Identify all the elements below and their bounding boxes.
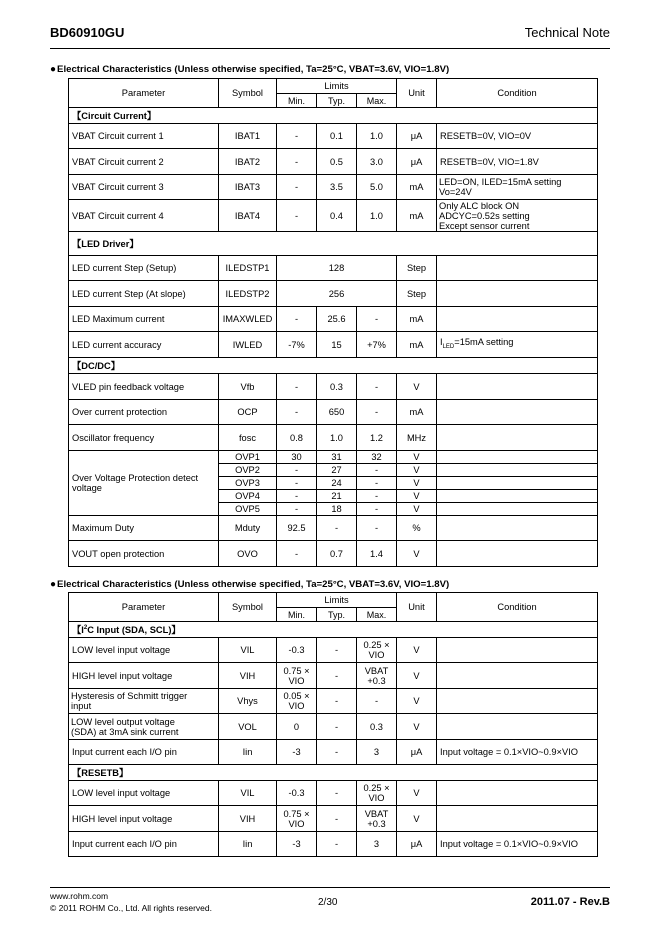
- col-header-typ: Typ.: [317, 608, 357, 622]
- typ-cell: 1.0: [317, 425, 357, 451]
- unit-cell: V: [397, 490, 437, 503]
- table-row: [69, 714, 598, 740]
- table-row-ovp: [69, 451, 598, 464]
- typ-cell: 21: [317, 490, 357, 503]
- condition-line: LED=ON, ILED=15mA setting: [439, 177, 562, 187]
- group-label: 【RESETB】: [69, 765, 598, 781]
- table-row: [69, 689, 598, 714]
- table-row: [69, 516, 598, 541]
- typ-cell: 18: [317, 503, 357, 516]
- max-cell: -: [357, 400, 397, 425]
- condition-subscript: LED: [442, 343, 455, 350]
- condition-line: Only ALC block ON: [439, 200, 520, 211]
- typ-cell: 3.5: [317, 175, 357, 200]
- unit-cell: MHz: [397, 425, 437, 451]
- value-line: VIO: [368, 650, 385, 660]
- col-header-min: Min.: [277, 94, 317, 108]
- page-number: 2/30: [318, 897, 338, 908]
- max-cell: +7%: [357, 332, 397, 358]
- table-row: [69, 124, 598, 149]
- max-cell: 3: [357, 740, 397, 765]
- symbol-cell: VIH: [219, 806, 277, 832]
- symbol-cell: IWLED: [219, 332, 277, 358]
- param-cell: LED Maximum current: [69, 307, 219, 332]
- max-cell: -: [357, 464, 397, 477]
- condition-cell: [437, 374, 598, 400]
- max-cell: 1.4: [357, 541, 397, 567]
- col-header-min: Min.: [277, 608, 317, 622]
- condition-cell: [437, 175, 598, 200]
- group-label: [69, 622, 598, 638]
- typ-cell: -: [317, 781, 357, 806]
- col-header-symbol: Symbol: [219, 593, 277, 622]
- symbol-cell: fosc: [219, 425, 277, 451]
- unit-cell: Step: [397, 256, 437, 281]
- condition-cell: [437, 477, 598, 490]
- footer-copyright: © 2011 ROHM Co., Ltd. All rights reserved.: [50, 903, 213, 913]
- symbol-cell: Iin: [219, 740, 277, 765]
- value-line: VBAT: [364, 665, 389, 676]
- condition-cell: [437, 307, 598, 332]
- max-cell: -: [357, 503, 397, 516]
- typ-cell: 31: [317, 451, 357, 464]
- value-line: +0.3: [367, 818, 386, 829]
- value-line: 0.05 ×: [283, 691, 310, 701]
- group-row-led-driver: [69, 232, 598, 256]
- param-cell: VBAT Circuit current 3: [69, 175, 219, 200]
- typ-cell: 0.1: [317, 124, 357, 149]
- min-cell: -: [277, 400, 317, 425]
- param-cell: [69, 689, 219, 714]
- electrical-characteristics-table-2: [68, 592, 598, 857]
- param-cell: Over Voltage Protection detect voltage: [69, 451, 219, 516]
- param-cell: VOUT open protection: [69, 541, 219, 567]
- min-cell: -0.3: [277, 781, 317, 806]
- min-cell: -: [277, 477, 317, 490]
- symbol-cell: IBAT4: [219, 200, 277, 232]
- param-cell: Maximum Duty: [69, 516, 219, 541]
- table-row: [69, 200, 598, 232]
- condition-cell: [437, 689, 598, 714]
- typ-cell: -: [317, 516, 357, 541]
- max-cell: -: [357, 516, 397, 541]
- param-cell: LED current accuracy: [69, 332, 219, 358]
- condition-text: =15mA setting: [454, 337, 514, 348]
- table-row: [69, 281, 598, 307]
- max-cell: -: [357, 374, 397, 400]
- symbol-cell: OVP3: [219, 477, 277, 490]
- condition-text: I: [440, 337, 443, 348]
- value-line: 0.25 ×: [363, 783, 390, 793]
- min-cell: [277, 806, 317, 832]
- col-header-limits: Limits: [277, 79, 397, 94]
- group-superscript: 2: [83, 625, 88, 632]
- condition-cell: [437, 332, 598, 358]
- max-cell: -: [357, 307, 397, 332]
- bullet-icon: ●: [50, 579, 57, 590]
- symbol-cell: IMAXWLED: [219, 307, 277, 332]
- max-cell: [357, 806, 397, 832]
- min-cell: -: [277, 541, 317, 567]
- min-cell: -: [277, 124, 317, 149]
- unit-cell: μA: [397, 149, 437, 175]
- table-row: [69, 425, 598, 451]
- electrical-characteristics-table-1: [68, 78, 598, 567]
- typ-cell: 27: [317, 464, 357, 477]
- group-row-dcdc: [69, 358, 598, 374]
- symbol-cell: ILEDSTP2: [219, 281, 277, 307]
- value-line: +0.3: [367, 675, 386, 686]
- max-cell: -: [357, 477, 397, 490]
- min-cell: -3: [277, 740, 317, 765]
- max-cell: 32: [357, 451, 397, 464]
- param-cell: HIGH level input voltage: [69, 806, 219, 832]
- col-header-parameter: Parameter: [69, 79, 219, 108]
- symbol-cell: OCP: [219, 400, 277, 425]
- typ-cell: 25.6: [317, 307, 357, 332]
- param-line: (SDA) at 3mA sink current: [71, 726, 179, 737]
- col-header-condition: Condition: [437, 593, 598, 622]
- unit-cell: μA: [397, 832, 437, 857]
- condition-line: ADCYC=0.52s setting: [439, 210, 530, 221]
- unit-cell: mA: [397, 175, 437, 200]
- param-line: LOW level output voltage: [71, 716, 175, 727]
- max-cell: 0.3: [357, 714, 397, 740]
- param-cell: Oscillator frequency: [69, 425, 219, 451]
- typ-cell: -: [317, 638, 357, 663]
- symbol-cell: Mduty: [219, 516, 277, 541]
- revision-label: 2011.07 - Rev.B: [530, 896, 610, 908]
- max-cell: -: [357, 490, 397, 503]
- value-line: VIO: [288, 818, 305, 829]
- value-line: VIO: [288, 675, 305, 686]
- max-cell: 1.0: [357, 200, 397, 232]
- condition-cell: [437, 806, 598, 832]
- symbol-cell: VIL: [219, 781, 277, 806]
- group-label: 【LED Driver】: [69, 232, 598, 256]
- min-cell: 92.5: [277, 516, 317, 541]
- header-row: [69, 593, 598, 608]
- typ-cell: 650: [317, 400, 357, 425]
- min-cell: -: [277, 503, 317, 516]
- min-cell: -: [277, 464, 317, 477]
- condition-cell: [437, 281, 598, 307]
- col-header-max: Max.: [357, 608, 397, 622]
- min-cell: -: [277, 149, 317, 175]
- col-header-limits: Limits: [277, 593, 397, 608]
- footer-rule: [50, 887, 610, 888]
- value-line: VBAT: [364, 808, 389, 819]
- max-cell: 3: [357, 832, 397, 857]
- document-type: Technical Note: [524, 25, 610, 40]
- value-line: 0.75 ×: [283, 808, 310, 819]
- min-cell: -0.3: [277, 638, 317, 663]
- condition-cell: [437, 663, 598, 689]
- condition-cell: [437, 200, 598, 232]
- max-cell: [357, 781, 397, 806]
- condition-cell: [437, 490, 598, 503]
- condition-line: Vo=24V: [439, 187, 472, 197]
- min-cell: -: [277, 307, 317, 332]
- max-cell: 1.0: [357, 124, 397, 149]
- group-text: C Input (SDA, SCL)】: [87, 625, 181, 636]
- table-row: [69, 740, 598, 765]
- param-cell: VBAT Circuit current 1: [69, 124, 219, 149]
- param-cell: Input current each I/O pin: [69, 832, 219, 857]
- unit-cell: V: [397, 638, 437, 663]
- param-line: Hysteresis of Schmitt trigger: [71, 691, 188, 701]
- min-cell: -3: [277, 832, 317, 857]
- symbol-cell: VOL: [219, 714, 277, 740]
- min-cell: 30: [277, 451, 317, 464]
- typ-cell: -: [317, 806, 357, 832]
- condition-line: Except sensor current: [439, 220, 530, 231]
- min-cell: -7%: [277, 332, 317, 358]
- footer-url-link[interactable]: www.rohm.com: [50, 891, 109, 901]
- unit-cell: V: [397, 663, 437, 689]
- col-header-parameter: Parameter: [69, 593, 219, 622]
- min-cell: [277, 663, 317, 689]
- table-row: [69, 806, 598, 832]
- group-row-i2c: [69, 622, 598, 638]
- bullet-icon: ●: [50, 64, 57, 75]
- unit-cell: Step: [397, 281, 437, 307]
- condition-cell: [437, 451, 598, 464]
- unit-cell: V: [397, 781, 437, 806]
- symbol-cell: IBAT3: [219, 175, 277, 200]
- unit-cell: V: [397, 714, 437, 740]
- condition-cell: [437, 541, 598, 567]
- typ-cell: 0.7: [317, 541, 357, 567]
- symbol-cell: VIL: [219, 638, 277, 663]
- condition-cell: [437, 781, 598, 806]
- unit-cell: mA: [397, 200, 437, 232]
- unit-cell: V: [397, 477, 437, 490]
- table-row: [69, 400, 598, 425]
- condition-cell: [437, 256, 598, 281]
- param-cell: LED current Step (At slope): [69, 281, 219, 307]
- param-cell: Over current protection: [69, 400, 219, 425]
- condition-cell: RESETB=0V, VIO=0V: [437, 124, 598, 149]
- value-line: 0.75 ×: [283, 665, 310, 676]
- condition-cell: [437, 400, 598, 425]
- symbol-cell: OVP2: [219, 464, 277, 477]
- unit-cell: V: [397, 464, 437, 477]
- col-header-symbol: Symbol: [219, 79, 277, 108]
- typ-cell: -: [317, 832, 357, 857]
- col-header-typ: Typ.: [317, 94, 357, 108]
- min-cell: [277, 689, 317, 714]
- condition-cell: [437, 516, 598, 541]
- min-cell: -: [277, 200, 317, 232]
- param-cell: Input current each I/O pin: [69, 740, 219, 765]
- header-rule: [50, 48, 610, 49]
- table-row: [69, 175, 598, 200]
- part-number: BD60910GU: [50, 25, 125, 40]
- group-row-resetb: [69, 765, 598, 781]
- max-cell: [357, 638, 397, 663]
- typ-cell: -: [317, 663, 357, 689]
- symbol-cell: Vfb: [219, 374, 277, 400]
- table-row: [69, 638, 598, 663]
- group-label: 【Circuit Current】: [69, 108, 598, 124]
- min-cell: 0: [277, 714, 317, 740]
- section-2-title: ●Electrical Characteristics (Unless otherwise specified, Ta=25°C, VBAT=3.6V, VIO=1.8V): [50, 579, 450, 590]
- value-cell: 256: [277, 281, 397, 307]
- max-cell: -: [357, 689, 397, 714]
- table-row: [69, 307, 598, 332]
- max-cell: 1.2: [357, 425, 397, 451]
- unit-cell: V: [397, 806, 437, 832]
- param-cell: LOW level input voltage: [69, 781, 219, 806]
- table-row: [69, 541, 598, 567]
- table-row: [69, 663, 598, 689]
- value-cell: 128: [277, 256, 397, 281]
- symbol-cell: IBAT1: [219, 124, 277, 149]
- symbol-cell: IBAT2: [219, 149, 277, 175]
- table-row: [69, 149, 598, 175]
- condition-cell: [437, 714, 598, 740]
- max-cell: [357, 663, 397, 689]
- typ-cell: -: [317, 689, 357, 714]
- param-cell: [69, 714, 219, 740]
- param-cell: LED current Step (Setup): [69, 256, 219, 281]
- condition-cell: RESETB=0V, VIO=1.8V: [437, 149, 598, 175]
- param-cell: VBAT Circuit current 2: [69, 149, 219, 175]
- typ-cell: 24: [317, 477, 357, 490]
- condition-cell: [437, 638, 598, 663]
- unit-cell: mA: [397, 400, 437, 425]
- header-row: [69, 79, 598, 94]
- unit-cell: V: [397, 374, 437, 400]
- value-line: VIO: [368, 793, 385, 803]
- param-cell: LOW level input voltage: [69, 638, 219, 663]
- col-header-unit: Unit: [397, 593, 437, 622]
- unit-cell: mA: [397, 307, 437, 332]
- unit-cell: mA: [397, 332, 437, 358]
- condition-cell: [437, 503, 598, 516]
- unit-cell: μA: [397, 124, 437, 149]
- typ-cell: -: [317, 740, 357, 765]
- param-cell: VBAT Circuit current 4: [69, 200, 219, 232]
- col-header-max: Max.: [357, 94, 397, 108]
- min-cell: -: [277, 490, 317, 503]
- unit-cell: μA: [397, 740, 437, 765]
- symbol-cell: OVP1: [219, 451, 277, 464]
- typ-cell: 0.5: [317, 149, 357, 175]
- min-cell: 0.8: [277, 425, 317, 451]
- group-text: 【I: [72, 625, 84, 636]
- value-line: 0.25 ×: [363, 640, 390, 650]
- group-row-circuit-current: [69, 108, 598, 124]
- max-cell: 3.0: [357, 149, 397, 175]
- typ-cell: 15: [317, 332, 357, 358]
- unit-cell: V: [397, 689, 437, 714]
- condition-cell: [437, 464, 598, 477]
- min-cell: -: [277, 374, 317, 400]
- table-row: [69, 832, 598, 857]
- typ-cell: 0.4: [317, 200, 357, 232]
- typ-cell: 0.3: [317, 374, 357, 400]
- symbol-cell: VIH: [219, 663, 277, 689]
- table-row: [69, 374, 598, 400]
- unit-cell: V: [397, 503, 437, 516]
- condition-cell: [437, 425, 598, 451]
- symbol-cell: Vhys: [219, 689, 277, 714]
- symbol-cell: Iin: [219, 832, 277, 857]
- value-line: VIO: [288, 701, 305, 711]
- param-line: input: [71, 701, 92, 711]
- group-label: 【DC/DC】: [69, 358, 598, 374]
- max-cell: 5.0: [357, 175, 397, 200]
- unit-cell: V: [397, 541, 437, 567]
- unit-cell: V: [397, 451, 437, 464]
- param-cell: VLED pin feedback voltage: [69, 374, 219, 400]
- unit-cell: %: [397, 516, 437, 541]
- typ-cell: -: [317, 714, 357, 740]
- param-cell: HIGH level input voltage: [69, 663, 219, 689]
- condition-cell: Input voltage = 0.1×VIO~0.9×VIO: [437, 832, 598, 857]
- table-row: [69, 332, 598, 358]
- table-row: [69, 781, 598, 806]
- symbol-cell: OVP5: [219, 503, 277, 516]
- symbol-cell: OVP4: [219, 490, 277, 503]
- section-1-title: ●Electrical Characteristics (Unless otherwise specified, Ta=25°C, VBAT=3.6V, VIO=1.8V): [50, 64, 450, 75]
- table-row: [69, 256, 598, 281]
- col-header-condition: Condition: [437, 79, 598, 108]
- min-cell: -: [277, 175, 317, 200]
- symbol-cell: OVO: [219, 541, 277, 567]
- col-header-unit: Unit: [397, 79, 437, 108]
- condition-cell: Input voltage = 0.1×VIO~0.9×VIO: [437, 740, 598, 765]
- symbol-cell: ILEDSTP1: [219, 256, 277, 281]
